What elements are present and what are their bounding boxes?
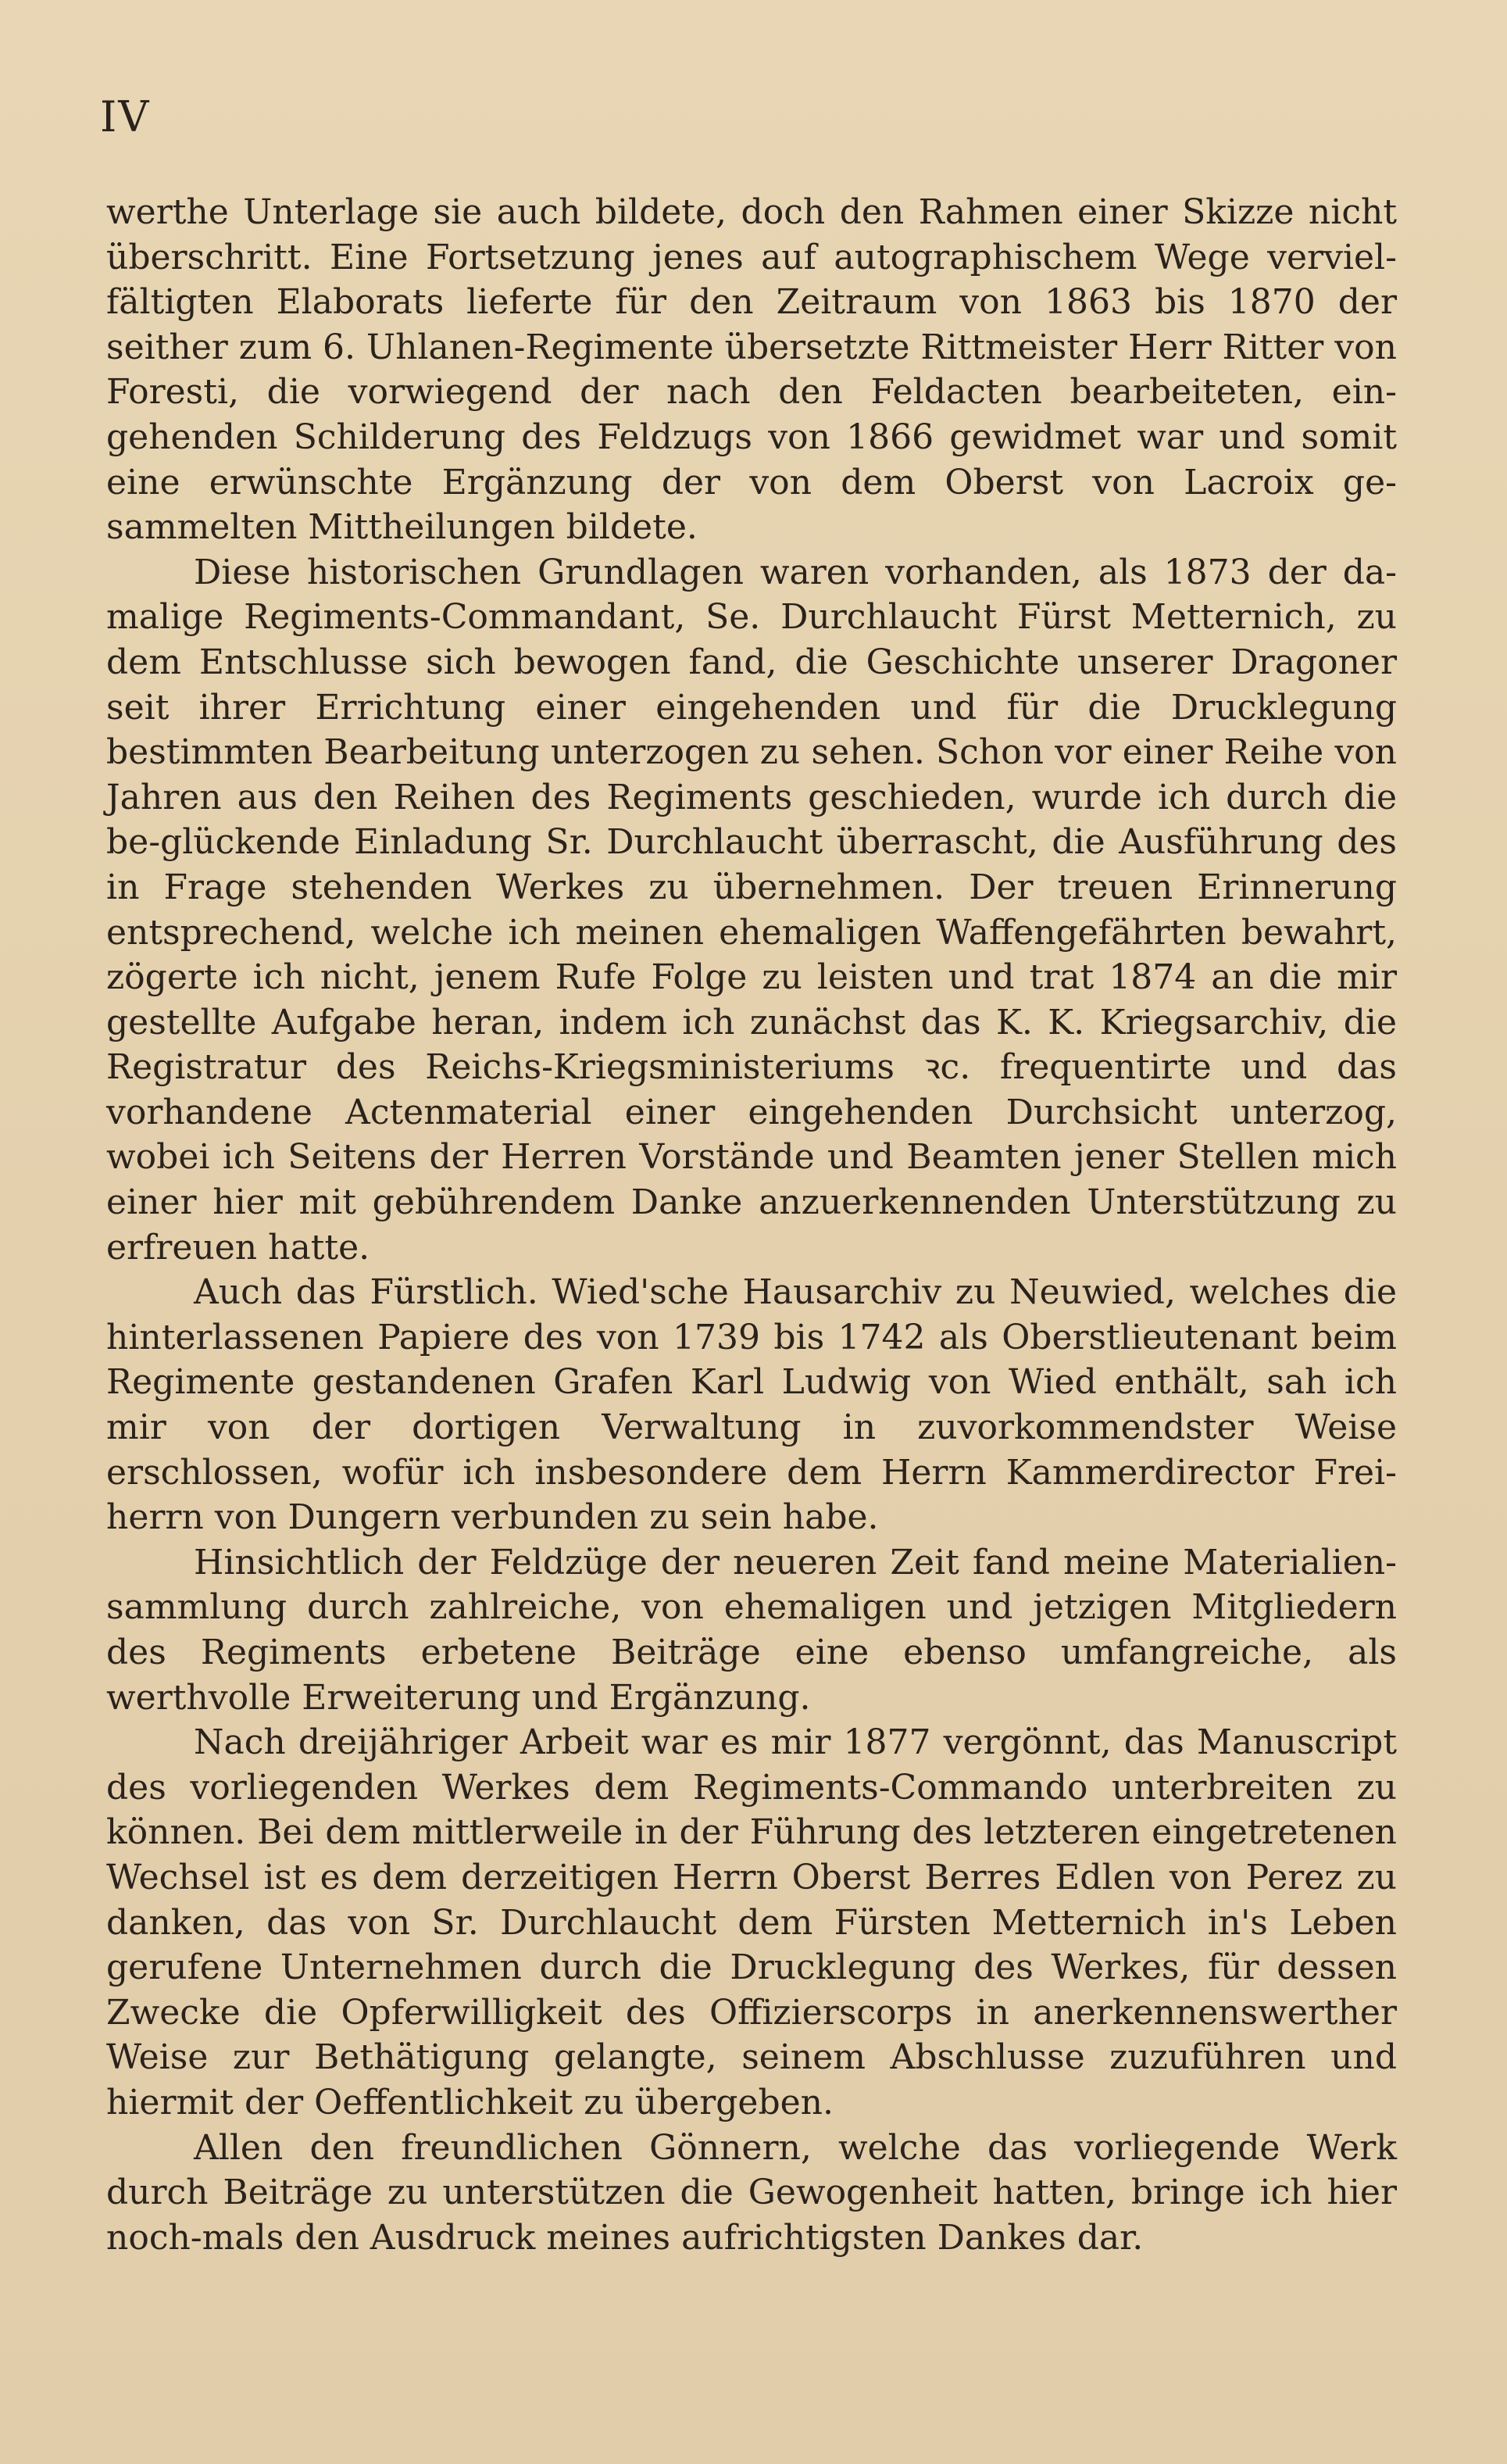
paragraph-5: Nach dreijähriger Arbeit war es mir 1877 vergönnt, das Manuscript des vorliegenden Werkes dem Regiments-Commando unterbreiten zu können. Bei dem mittlerweile in der Führung des letzteren eingetretenen Wechsel ist es dem derzeitigen Herrn Oberst Berres Edlen von Perez zu danken, das von Sr. Durchlaucht dem Fürsten Metternich in's Leben gerufene Unternehmen durch die Drucklegung des Werkes, für dessen Zwecke die Opferwilligkeit des Offizierscorps in anerkennenswerther Weise zur Bethätigung gelangte, seinem Abschlusse zuzuführen und hiermit der Oeffentlichkeit zu übergeben.: [106, 1722, 1397, 2122]
paragraph-1: werthe Unterlage sie auch bildete, doch den Rahmen einer Skizze nicht überschritt. Eine Fortsetzung jenes auf autographischem Wege verviel-fältigten Elaborats lieferte für den Zeitraum von 1863 bis 1870 der seither zum 6. Uhlanen-Regimente übersetzte Rittmeister Herr Ritter von Foresti, die vorwiegend der nach den Feldacten bearbeiteten, ein-gehenden Schilderung des Feldzugs von 1866 gewidmet war und somit eine erwünschte Ergänzung der von dem Oberst von Lacroix ge-sammelten Mittheilungen bildete.: [106, 192, 1397, 548]
body-text: [106, 190, 1397, 2260]
paragraph-2: Diese historischen Grundlagen waren vorhanden, als 1873 der da-malige Regiments-Commandant, Se. Durchlaucht Fürst Metternich, zu dem Entschlusse sich bewogen fand, die Geschichte unserer Dragoner seit ihrer Errichtung einer eingehenden und für die Drucklegung bestimmten Bearbeitung unterzogen zu sehen. Schon vor einer Reihe von Jahren aus den Reihen des Regiments geschieden, wurde ich durch die be-glückende Einladung Sr. Durchlaucht überrascht, die Ausführung des in Frage stehenden Werkes zu übernehmen. Der treuen Erinnerung entsprechend, welche ich meinen ehemaligen Waffengefährten bewahrt, zögerte ich nicht, jenem Rufe Folge zu leisten und trat 1874 an die mir gestellte Aufgabe heran, indem ich zunächst das K. K. Kriegsarchiv, die Registratur des Reichs-Kriegsministeriums ꝛc. frequentirte und das vorhandene Actenmaterial einer eingehenden Durchsicht unterzog, wobei ich Seitens der Herren Vorstände und Beamten jener Stellen mich einer hier mit gebührendem Danke anzuerkennenden Unterstützung zu erfreuen hatte.: [106, 552, 1397, 1268]
paragraph-3: Auch das Fürstlich. Wied'sche Hausarchiv zu Neuwied, welches die hinterlassenen Papiere des von 1739 bis 1742 als Oberstlieutenant beim Regimente gestandenen Grafen Karl Ludwig von Wied enthält, sah ich mir von der dortigen Verwaltung in zuvorkommendster Weise erschlossen, wofür ich insbesondere dem Herrn Kammerdirector Frei-herrn von Dungern verbunden zu sein habe.: [106, 1272, 1397, 1538]
paragraph-6: Allen den freundlichen Gönnern, welche das vorliegende Werk durch Beiträge zu unterstützen die Gewogenheit hatten, bringe ich hier noch-mals den Ausdruck meines aufrichtigsten Dankes dar.: [106, 2127, 1397, 2258]
paragraph-4: Hinsichtlich der Feldzüge der neueren Zeit fand meine Materialien-sammlung durch zahlreiche, von ehemaligen und jetzigen Mitgliedern des Regiments erbetene Beiträge eine ebenso umfangreiche, als werthvolle Erweiterung und Ergänzung.: [106, 1542, 1397, 1718]
page-number: IV: [100, 92, 151, 141]
